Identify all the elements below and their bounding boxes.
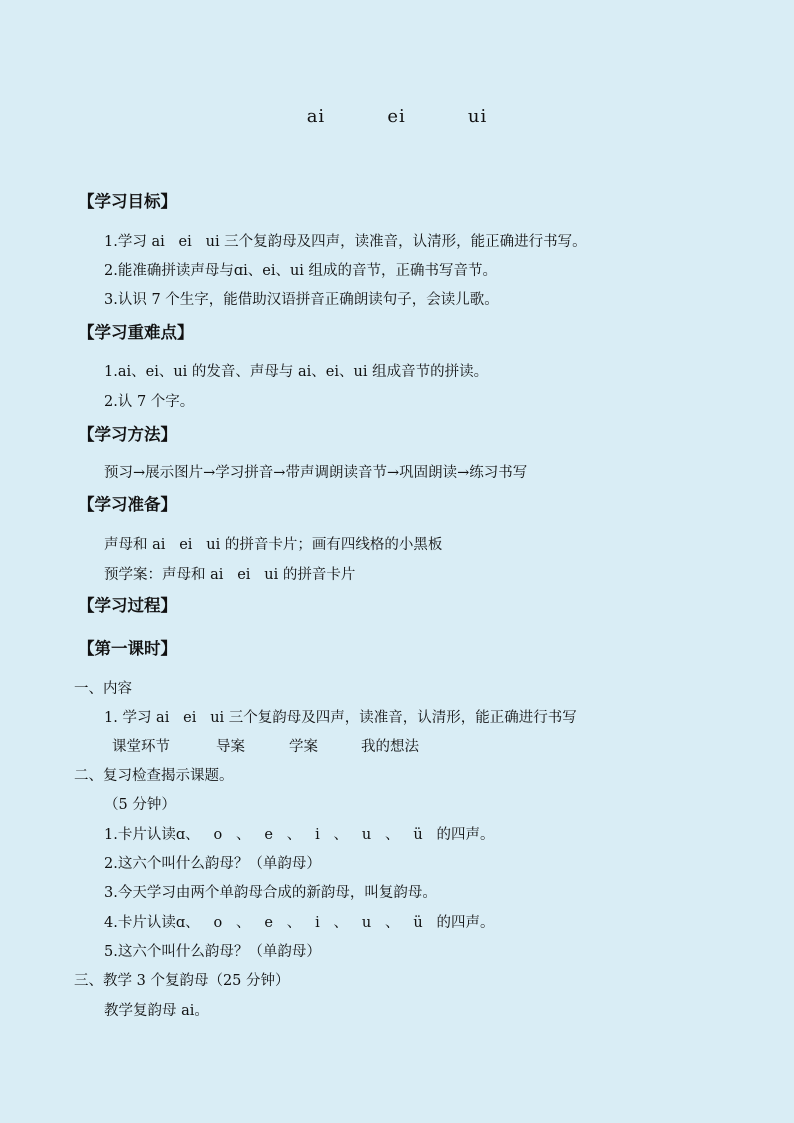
part2-item-5: 5.这六个叫什么韵母？（单韵母） bbox=[104, 944, 321, 960]
preparation-item-2: 预学案：声母和 ai ei ui 的拼音卡片 bbox=[104, 567, 356, 583]
key-point-item-1: 1.ai、ei、ui 的发音、声母与 ai、ei、ui 组成音节的拼读。 bbox=[104, 364, 489, 380]
part2-item-4: 4.卡片认读ɑ、 o 、 e 、 i 、 u 、 ü 的四声。 bbox=[104, 915, 495, 931]
part2-title: 二、复习检查揭示课题。 bbox=[74, 768, 234, 784]
page-title: ai ei ui bbox=[306, 106, 488, 127]
method-heading: 【学习方法】 bbox=[78, 425, 177, 444]
column-teacher-plan: 导案 bbox=[216, 739, 245, 755]
goal-item-2: 2.能准确拼读声母与ɑi、ei、ui 组成的音节，正确书写音节。 bbox=[104, 263, 498, 279]
part3-title: 三、教学 3 个复韵母（25 分钟） bbox=[74, 973, 290, 989]
preparation-heading: 【学习准备】 bbox=[78, 495, 177, 514]
part3-item: 教学复韵母 ai。 bbox=[104, 1003, 209, 1019]
column-my-thoughts: 我的想法 bbox=[361, 739, 419, 755]
part2-time: （5 分钟） bbox=[104, 797, 176, 813]
part2-item-2: 2.这六个叫什么韵母？（单韵母） bbox=[104, 856, 321, 872]
goal-item-3: 3.认识 7 个生字，能借助汉语拼音正确朗读句子，会读儿歌。 bbox=[104, 292, 499, 308]
column-student-plan: 学案 bbox=[289, 739, 318, 755]
part2-item-1: 1.卡片认读ɑ、 o 、 e 、 i 、 u 、 ü 的四声。 bbox=[104, 827, 495, 843]
part1-item: 1. 学习 ai ei ui 三个复韵母及四声，读准音，认清形，能正确进行书写 bbox=[104, 710, 577, 726]
preparation-item-1: 声母和 ai ei ui 的拼音卡片；画有四线格的小黑板 bbox=[104, 537, 443, 553]
part2-item-3: 3.今天学习由两个单韵母合成的新韵母，叫复韵母。 bbox=[104, 885, 437, 901]
column-classroom: 课堂环节 bbox=[112, 739, 170, 755]
part1-title: 一、内容 bbox=[74, 681, 132, 697]
process-heading: 【学习过程】 bbox=[78, 596, 177, 615]
key-points-heading: 【学习重难点】 bbox=[78, 323, 194, 342]
goal-item-1: 1.学习 ai ei ui 三个复韵母及四声，读准音，认清形，能正确进行书写。 bbox=[104, 234, 587, 250]
key-point-item-2: 2.认 7 个字。 bbox=[104, 394, 195, 410]
method-item-1: 预习→展示图片→学习拼音→带声调朗读音节→巩固朗读→练习书写 bbox=[104, 465, 528, 481]
lesson1-heading: 【第一课时】 bbox=[78, 639, 177, 658]
goals-heading: 【学习目标】 bbox=[78, 192, 177, 211]
